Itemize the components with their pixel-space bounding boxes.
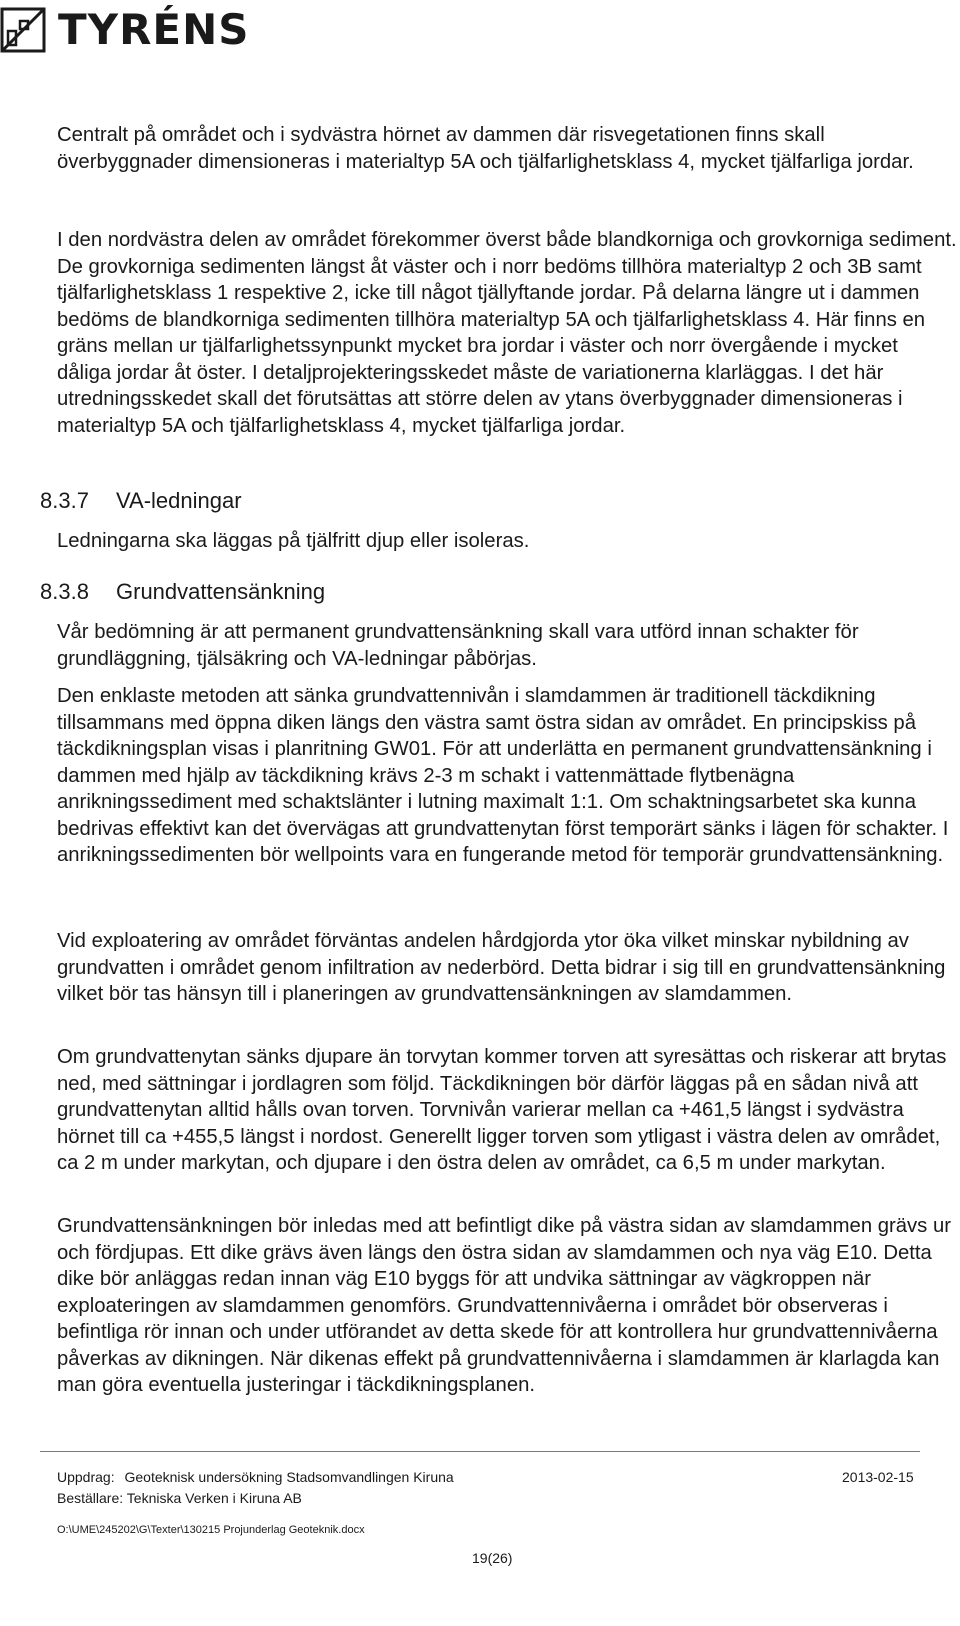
- logo-wordmark: TYRÉNS: [58, 5, 250, 54]
- paragraph-7: Om grundvattenytan sänks djupare än torvytan kommer torven att syresättas och riskerar att brytas ned, med sättningar i jordlagren som följd. Täckdikningen bör därför läggas på en sådan nivå att grundvattenytan alltid hålls ovan torven. Torvnivån varierar mellan ca +461,5 längst i sydvästra hörnet till ca +455,5 längst i nordost. Generellt ligger torven som ytligast i västra delen av området, ca 2 m under markytan, och djupare i den östra delen av området, ca 6,5 m under markytan.: [57, 1046, 947, 1174]
- section-heading-8-3-8: [40, 578, 325, 606]
- company-logo: [0, 6, 250, 54]
- paragraph-3: Ledningarna ska läggas på tjälfritt djup eller isoleras.: [57, 530, 530, 552]
- footer-file-path: O:\UME\245202\G\Texter\130215 Projunderlag Geoteknik.docx: [57, 1524, 365, 1536]
- page-number: 19(26): [472, 1550, 513, 1566]
- footer-divider: [40, 1451, 920, 1452]
- tyrens-logo-icon: [0, 7, 46, 53]
- section-number: 8.3.8: [40, 579, 89, 604]
- footer-uppdrag: [57, 1468, 454, 1486]
- footer-bestallare: Beställare: Tekniska Verken i Kiruna AB: [57, 1490, 302, 1506]
- section-title: Grundvattensänkning: [116, 579, 326, 604]
- paragraph-8: Grundvattensänkningen bör inledas med att befintligt dike på västra sidan av slamdammen grävs ur och fördjupas. Ett dike grävs även längs den östra sidan av slamdammen och nya väg E10. Detta dike bör anläggas redan innan väg E10 byggs för att undvika sättningar av vägkroppen när exploateringen av slamdammen genomförs. Grundvattennivåerna i området bör observeras i befintliga rör innan och under utförandet av detta skede för att kontrollera hur grundvattennivåerna påverkas av dikningen. När dikenas effekt på grundvattennivåerna i slamdammen är klarlagda kan man göra eventuella justeringar i täckdikningsplanen.: [57, 1215, 951, 1396]
- uppdrag-label: Uppdrag:: [57, 1469, 115, 1485]
- section-heading-8-3-7: [40, 487, 242, 515]
- paragraph-5: Den enklaste metoden att sänka grundvattennivån i slamdammen är traditionell täckdikning tillsammans med öppna diken längs den västra samt östra sidan av området. En principskiss på täckdikningsplan visas i planritning GW01. För att underlätta en permanent grundvattensänkning i dammen med hjälp av täckdikning krävs 2-3 m schakt i vattenmättade flytbenägna anrikningssediment med schaktslänter i lutning maximalt 1:1. Om schaktningsarbetet ska kunna bedrivas effektivt kan det övervägas att grundvattenytan först temporärt sänks i lägen för schakter. I anrikningssedimenten bör wellpoints vara en fungerande metod för temporär grundvattensänkning.: [57, 685, 949, 866]
- footer-date: 2013-02-15: [842, 1469, 914, 1485]
- section-title: VA-ledningar: [116, 488, 242, 513]
- paragraph-6: Vid exploatering av området förväntas andelen hårdgjorda ytor öka vilket minskar nybildning av grundvatten i området genom infiltration av nederbörd. Detta bidrar i sig till en grundvattensänkning vilket bör tas hänsyn till i planeringen av grundvattensänkningen av slamdammen.: [57, 930, 946, 1005]
- section-number: 8.3.7: [40, 488, 89, 513]
- paragraph-4: Vår bedömning är att permanent grundvattensänkning skall vara utförd innan schakter för grundläggning, tjälsäkring och VA-ledningar påbörjas.: [57, 621, 859, 670]
- paragraph-2: I den nordvästra delen av området förekommer överst både blandkorniga och grovkorniga sediment. De grovkorniga sedimenten längst åt väster och i norr bedöms tillhöra materialtyp 2 och 3B samt tjälfarlighetsklass 1 respektive 2, icke till något tjällyftande jordar. På delarna längre ut i dammen bedöms de blandkorniga sedimenten tillhöra materialtyp 5A och tjälfarlighetsklass 4. Här finns en gräns mellan ur tjälfarlighetssynpunkt mycket bra jordar i väster och norr övergående i mycket dåliga jordar åt öster. I detaljprojekteringsskedet måste de variationerna klarläggas. I det här utredningsskedet skall det förutsättas att större delen av ytans överbyggnader dimensioneras i materialtyp 5A och tjälfarlighetsklass 4, mycket tjälfarliga jordar.: [57, 229, 957, 437]
- uppdrag-value: Geoteknisk undersökning Stadsomvandlingen Kiruna: [124, 1469, 454, 1485]
- paragraph-1: Centralt på området och i sydvästra hörnet av dammen där risvegetationen finns skall överbyggnader dimensioneras i materialtyp 5A och tjälfarlighetsklass 4, mycket tjälfarliga jordar.: [57, 124, 914, 173]
